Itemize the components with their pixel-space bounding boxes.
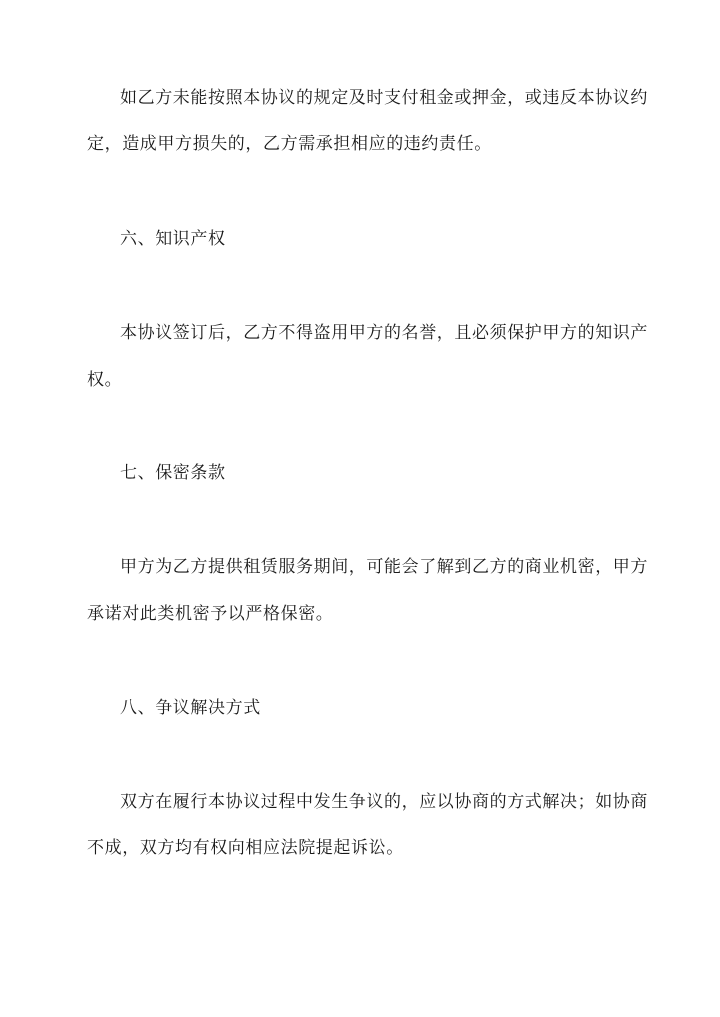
heading-confidentiality: 七、保密条款 bbox=[120, 463, 226, 483]
confidentiality-paragraph-line-2: 承诺对此类机密予以严格保密。 bbox=[87, 604, 334, 624]
ip-paragraph-line-1: 本协议签订后，乙方不得盗用甲方的名誉，且必须保护甲方的知识产 bbox=[120, 323, 648, 343]
heading-dispute-resolution: 八、争议解决方式 bbox=[120, 698, 261, 718]
dispute-paragraph-line-1: 双方在履行本协议过程中发生争议的，应以协商的方式解决；如协商 bbox=[120, 792, 648, 812]
ip-paragraph-line-2: 权。 bbox=[87, 370, 123, 390]
breach-paragraph-line-2: 定，造成甲方损失的，乙方需承担相应的违约责任。 bbox=[87, 134, 492, 154]
breach-paragraph-line-1: 如乙方未能按照本协议的规定及时支付租金或押金，或违反本协议约 bbox=[120, 88, 648, 108]
confidentiality-paragraph-line-1: 甲方为乙方提供租赁服务期间，可能会了解到乙方的商业机密，甲方 bbox=[120, 557, 648, 577]
dispute-paragraph-line-2: 不成，双方均有权向相应法院提起诉讼。 bbox=[87, 838, 404, 858]
heading-intellectual-property: 六、知识产权 bbox=[120, 229, 226, 249]
